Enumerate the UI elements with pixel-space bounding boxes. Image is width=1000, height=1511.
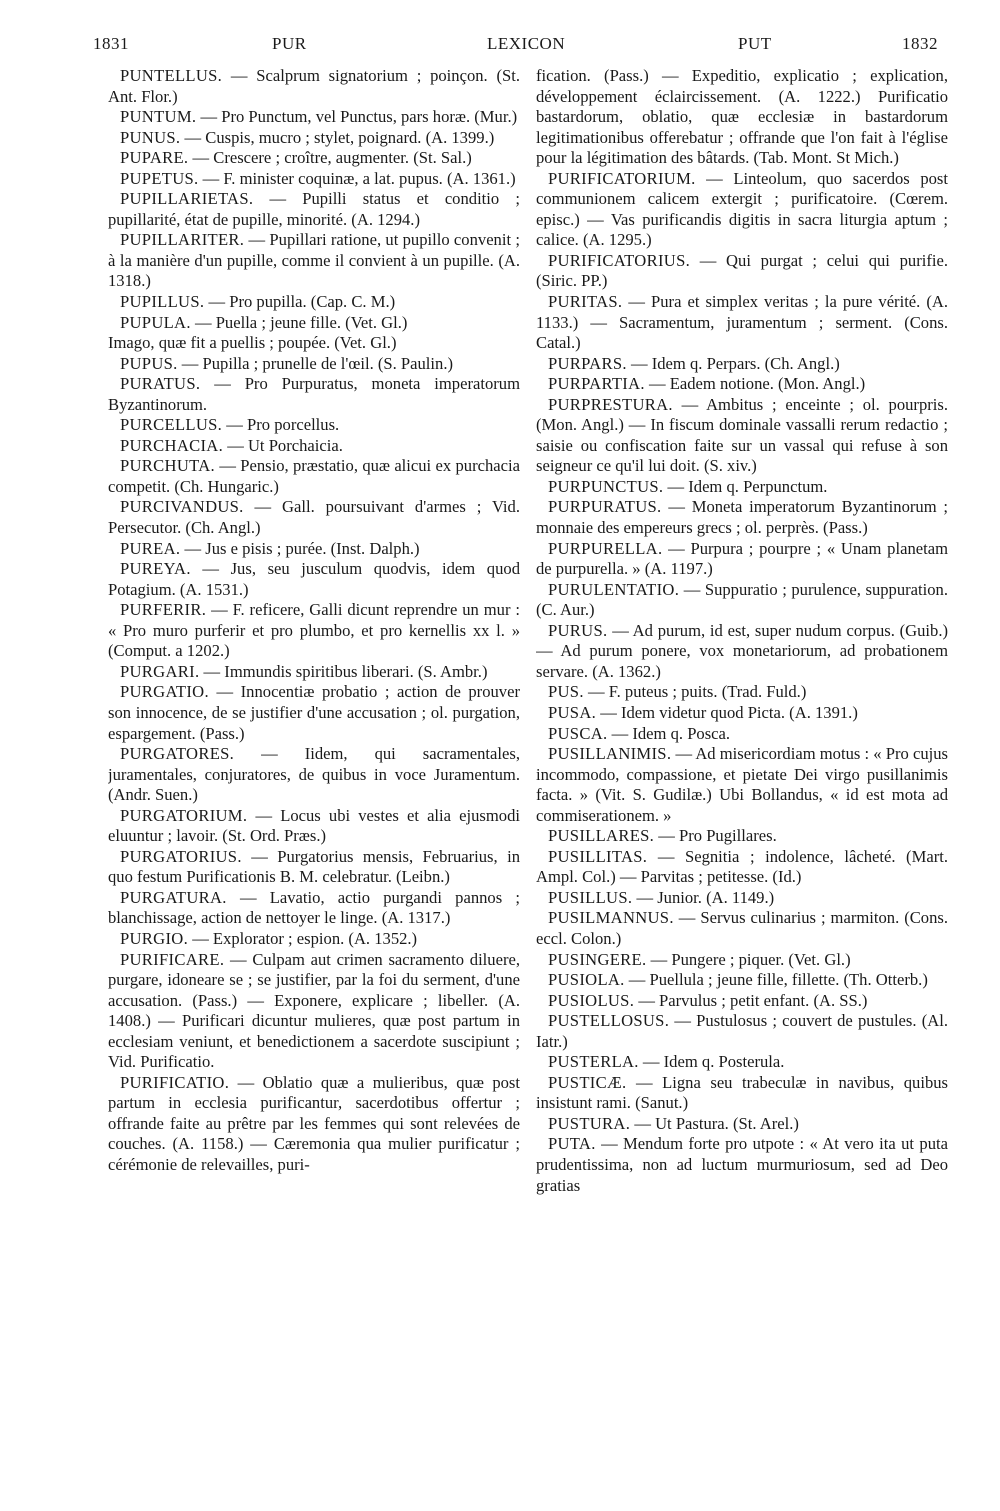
dictionary-entry xyxy=(536,292,948,354)
entry-headword: PUSILLUS. xyxy=(548,887,633,907)
entry-headword: PUTA. xyxy=(548,1134,596,1154)
dictionary-entry xyxy=(536,580,948,621)
running-word-right: PUT xyxy=(738,34,772,53)
entry-definition: — Eadem notione. (Mon. Angl.) xyxy=(649,374,866,394)
dictionary-entry xyxy=(536,169,948,251)
entry-definition: — F. reficere, Galli dicunt reprendre un mur : « Pro muro purferir et pro plumbo, et pro kernellis xx l. » (Comput. a 1202.) xyxy=(108,600,520,661)
entry-headword: PUSA. xyxy=(548,702,597,722)
entry-headword: PURGATIO. xyxy=(120,682,209,702)
entry-headword: PUREYA. xyxy=(120,559,191,579)
entry-definition: — Lavatio, actio purgandi pannos ; blanchissage, action de nettoyer le linge. (A. 1317.) xyxy=(108,887,520,928)
left-column xyxy=(108,66,520,1502)
dictionary-entry xyxy=(108,107,520,128)
entry-headword: PUSILLANIMIS. xyxy=(548,744,672,764)
entry-headword: PURGATORIUM. xyxy=(120,805,248,825)
entry-definition: — Mendum forte pro utpote : « At vero ita ut puta prudentissima, non ad luctum murmuriosum, sed ad Deo gratias xyxy=(536,1134,948,1195)
entry-headword: PUPETUS. xyxy=(120,168,199,188)
entry-definition: — Purgatorius mensis, Februarius, in quo festum Purificationis B. M. celebratur. (Leibn.) xyxy=(108,846,520,887)
entry-definition: — Pro porcellus. xyxy=(226,415,340,435)
entry-definition: — Qui purgat ; celui qui purifie. (Siric. PP.) xyxy=(536,250,948,291)
dictionary-entry xyxy=(108,374,520,415)
dictionary-entry xyxy=(536,497,948,538)
entry-definition: — Scalprum signatorium ; poinçon. (St. Ant. Flor.) xyxy=(108,66,520,106)
page-header xyxy=(0,34,1000,60)
dictionary-entry xyxy=(536,477,948,498)
entry-headword: PUPILLARIETAS. xyxy=(120,189,254,209)
entry-headword: PURIFICARE. xyxy=(120,949,225,969)
entry-definition: — Explorator ; espion. (A. 1352.) xyxy=(192,928,418,948)
entry-headword: PURIFICATIO. xyxy=(120,1072,230,1092)
entry-definition: — Idem q. Posca. xyxy=(611,723,731,743)
dictionary-entry xyxy=(536,847,948,888)
entry-headword: PURCHACIA. xyxy=(120,435,224,455)
entry-definition: — Idem videtur quod Picta. (A. 1391.) xyxy=(600,702,858,722)
entry-definition: — Ambitus ; enceinte ; ol. pourpris. (Mon. Angl.) — In fiscum dominale vassalli rerum redactio ; saisie ou confiscation faite sur un vassal qui refuse à son seigneur ce qu'il lui doit. (S. xiv.) xyxy=(536,394,948,476)
dictionary-entry xyxy=(536,395,948,477)
entry-definition: — Linteolum, quo sacerdos post communionem calicem extergit ; purificatoire. (Cœrem. episc.) — Vas purificandis digitis in sacra liturgia aptum ; calice. (A. 1295.) xyxy=(536,168,948,250)
entry-definition: — Segnitia ; indolence, lâcheté. (Mart. Ampl. Col.) — Parvitas ; petitesse. (Id.) xyxy=(536,846,948,887)
entry-headword: PURUS. xyxy=(548,620,608,640)
entry-definition: — Pupillari ratione, ut pupillo convenit ; à la manière d'un pupille, comme il convient à un pupille. (A. 1318.) xyxy=(108,230,520,291)
dictionary-entry xyxy=(536,991,948,1012)
entry-headword: PURPRESTURA. xyxy=(548,394,673,414)
dictionary-entry xyxy=(536,539,948,580)
running-title: LEXICON xyxy=(487,34,566,53)
dictionary-entry xyxy=(108,888,520,929)
entry-definition: — Pupilli status et conditio ; pupillarité, état de pupille, minorité. (A. 1294.) xyxy=(108,189,520,229)
dictionary-entry xyxy=(536,826,948,847)
entry-headword: PURCELLUS. xyxy=(120,415,223,435)
dictionary-entry xyxy=(108,806,520,847)
entry-definition: Imago, quæ fit a puellis ; poupée. (Vet. Gl.) xyxy=(108,333,397,353)
entry-headword: PURIFICATORIUM. xyxy=(548,168,696,188)
entry-definition: — Culpam aut crimen sacramento diluere, purgare, idoneare se ; se justifier, par la foi du serment, d'une accusation. (Pass.) — Exponere, explicare ; libeller. (A. 1408.) — Purificari dicuntur mulieres, quæ post partum in ecclesiam veniunt, et benedictionem a sacerdote suscipiunt ; Vid. Purificatio. xyxy=(108,949,520,1072)
entry-headword: PUSIOLA. xyxy=(548,970,625,990)
entry-headword: PUSINGERE. xyxy=(548,949,647,969)
entry-definition: — Immundis spiritibus liberari. (S. Ambr.) xyxy=(203,661,488,681)
entry-definition: — Junior. (A. 1149.) xyxy=(636,887,775,907)
entry-headword: PUNUS. xyxy=(120,127,181,147)
entry-headword: PUSILLARES. xyxy=(548,826,655,846)
entry-headword: PUNTUM. xyxy=(120,107,197,127)
entry-definition: — Gall. poursuivant d'armes ; Vid. Persecutor. (Ch. Angl.) xyxy=(108,497,520,538)
dictionary-entry xyxy=(536,888,948,909)
entry-definition: — Ad misericordiam motus : « Pro cujus incommodo, compassione, et pietate Dei virgo pusillanimis facta. » (Vit. S. Gudilæ.) Ubi Bollandus, « id est mota ad commiserationem. » xyxy=(536,744,948,825)
entry-headword: PUREA. xyxy=(120,538,181,558)
entry-definition: — Crescere ; croître, augmenter. (St. Sal.) xyxy=(192,148,472,168)
entry-definition: — Cuspis, mucro ; stylet, poignard. (A. 1399.) xyxy=(184,127,495,147)
dictionary-entry xyxy=(108,436,520,457)
dictionary-entry xyxy=(536,1134,948,1196)
page-number-left: 1831 xyxy=(93,34,129,53)
entry-headword: PUPILLARITER. xyxy=(120,230,245,250)
entry-definition: — Puellula ; jeune fille, fillette. (Th. Otterb.) xyxy=(628,970,928,990)
dictionary-entry xyxy=(108,600,520,662)
dictionary-entry xyxy=(108,333,520,354)
entry-definition: — Ligna seu trabeculæ in navibus, quibus insistunt rami. (Sanut.) xyxy=(536,1072,948,1113)
entry-definition: — Iidem, qui sacramentales, juramentales, conjuratores, de quibus in voce Juramentum.(Andr. Suen.) xyxy=(108,744,520,805)
entry-headword: PURCIVANDUS. xyxy=(120,497,244,517)
entry-headword: PURPARTIA. xyxy=(548,374,645,394)
right-column xyxy=(536,66,948,1502)
entry-headword: PURGARI. xyxy=(120,661,200,681)
entry-definition: — Idem q. Perpunctum. xyxy=(667,476,828,496)
dictionary-entry xyxy=(536,374,948,395)
dictionary-entry xyxy=(108,744,520,806)
dictionary-entry xyxy=(108,354,520,375)
entry-headword: PURPUNCTUS. xyxy=(548,476,664,496)
entry-definition: — Moneta imperatorum Byzantinorum ; monnaie des empereurs grecs ; ol. perprès. (Pass.) xyxy=(536,497,948,538)
entry-headword: PUSTELLOSUS. xyxy=(548,1011,670,1031)
entry-headword: PUPILLUS. xyxy=(120,292,205,312)
dictionary-entry xyxy=(536,744,948,826)
entry-definition: — Pungere ; piquer. (Vet. Gl.) xyxy=(650,949,851,969)
dictionary-entry xyxy=(536,251,948,292)
dictionary-entry xyxy=(536,703,948,724)
entry-definition: — Pupilla ; prunelle de l'œil. (S. Paulin.) xyxy=(181,353,453,373)
entry-definition: — Ut Porchaicia. xyxy=(227,435,343,455)
entry-definition: — F. minister coquinæ, a lat. pupus. (A. 1361.) xyxy=(202,168,516,188)
dictionary-entry xyxy=(536,724,948,745)
entry-headword: PUPARE. xyxy=(120,148,189,168)
entry-definition: — Idem q. Perpars. (Ch. Angl.) xyxy=(630,353,840,373)
entry-definition: — Puella ; jeune fille. (Vet. Gl.) xyxy=(194,312,408,332)
entry-definition: — Pura et simplex veritas ; la pure vérité. (A. 1133.) — Sacramentum, juramentum ; serment. (Cons. Catal.) xyxy=(536,292,948,353)
entry-headword: PURCHUTA. xyxy=(120,456,215,476)
dictionary-entry xyxy=(536,66,948,169)
entry-headword: PUSTURA. xyxy=(548,1113,631,1133)
dictionary-entry xyxy=(108,847,520,888)
entry-headword: PUPUS. xyxy=(120,353,178,373)
entry-definition: — Pro Pugillares. xyxy=(658,826,777,846)
entry-definition: — Pensio, præstatio, quæ alicui ex purchacia competit. (Ch. Hungaric.) xyxy=(108,456,520,496)
dictionary-entry xyxy=(108,559,520,600)
entry-headword: PUPULA. xyxy=(120,312,191,332)
dictionary-entry xyxy=(108,230,520,292)
entry-headword: PURIFICATORIUS. xyxy=(548,250,691,270)
entry-headword: PURFERIR. xyxy=(120,600,207,620)
entry-definition: — Pro Punctum, vel Punctus, pars horæ. (Mur.) xyxy=(200,107,518,127)
entry-definition: fication. (Pass.) — Expeditio, explicatio ; explication, développement éclaircissement. (A. 1222.) Purificatio bastardorum, oblatio, quæ ecclesiæ in bastardorum legitimationibus offerebatur ; offrande que l'on fait à l'église pour la légitimation des bâtards. (Tab. Mont. St Mich.) xyxy=(536,66,948,168)
dictionary-entry xyxy=(536,970,948,991)
entry-definition: — Pro pupilla. (Cap. C. M.) xyxy=(208,292,396,312)
dictionary-entry xyxy=(108,189,520,230)
entry-headword: PUSTICÆ. xyxy=(548,1072,627,1092)
dictionary-entry xyxy=(108,497,520,538)
dictionary-entry xyxy=(536,1011,948,1052)
dictionary-entry xyxy=(108,128,520,149)
dictionary-entry xyxy=(108,148,520,169)
dictionary-entry xyxy=(536,950,948,971)
entry-definition: — Servus culinarius ; marmiton. (Cons. eccl. Colon.) xyxy=(536,908,948,948)
dictionary-entry xyxy=(536,354,948,375)
page-number-right: 1832 xyxy=(902,34,938,53)
dictionary-entry xyxy=(108,292,520,313)
dictionary-entry xyxy=(108,169,520,190)
entry-definition: — Jus e pisis ; purée. (Inst. Dalph.) xyxy=(184,538,420,558)
dictionary-entry xyxy=(536,1052,948,1073)
entry-headword: PUSIOLUS. xyxy=(548,990,635,1010)
entry-headword: PURPURELLA. xyxy=(548,538,663,558)
entry-headword: PURGATURA. xyxy=(120,887,227,907)
entry-definition: — Jus, seu jusculum quodvis, idem quod Potagium. (A. 1531.) xyxy=(108,559,520,599)
entry-headword: PUSILLITAS. xyxy=(548,846,648,866)
entry-definition: — Pustulosus ; couvert de pustules. (Al. Iatr.) xyxy=(536,1011,948,1051)
dictionary-entry xyxy=(108,929,520,950)
dictionary-entry xyxy=(536,908,948,949)
entry-headword: PUNTELLUS. xyxy=(120,66,223,85)
running-word-left: PUR xyxy=(272,34,307,53)
dictionary-entry xyxy=(108,539,520,560)
dictionary-entry xyxy=(108,662,520,683)
entry-definition: — Suppuratio ; purulence, suppuration. (C. Aur.) xyxy=(536,579,948,620)
dictionary-entry xyxy=(108,415,520,436)
entry-definition: — Locus ubi vestes et alia ejusmodi eluuntur ; lavoir. (St. Ord. Præs.) xyxy=(108,805,520,846)
entry-definition: — Ut Pastura. (St. Arel.) xyxy=(634,1113,799,1133)
entry-headword: PURPARS. xyxy=(548,353,627,373)
entry-headword: PUSTERLA. xyxy=(548,1052,639,1072)
entry-definition: — Pro Purpuratus, moneta imperatorum Byzantinorum. xyxy=(108,374,520,414)
entry-headword: PURGIO. xyxy=(120,928,189,948)
dictionary-entry xyxy=(108,1073,520,1176)
entry-headword: PURITAS. xyxy=(548,292,623,312)
dictionary-entry xyxy=(536,1073,948,1114)
dictionary-entry xyxy=(108,950,520,1073)
entry-definition: — Oblatio quæ a mulieribus, quæ post partum in ecclesia purificantur, sacerdotibus offertur ; offrande faite au prêtre par les femmes qui sont relevées de couches. (A. 1158.) — Cæremonia qua mulier purificatur ; cérémonie de relevailles, puri- xyxy=(108,1072,520,1174)
entry-headword: PURULENTATIO. xyxy=(548,579,680,599)
dictionary-entry xyxy=(536,682,948,703)
entry-definition: — Idem q. Posterula. xyxy=(642,1052,785,1072)
dictionary-entry xyxy=(108,313,520,334)
dictionary-entry xyxy=(108,456,520,497)
entry-headword: PUSILMANNUS. xyxy=(548,908,674,928)
entry-definition: — Ad purum, id est, super nudum corpus. (Guib.) — Ad purum ponere, vox monetariorum, ad probationem servare. (A. 1362.) xyxy=(536,620,948,681)
entry-definition: — F. puteus ; puits. (Trad. Fuld.) xyxy=(587,682,807,702)
entry-headword: PURGATORIUS. xyxy=(120,846,242,866)
entry-headword: PURGATORES. xyxy=(120,744,235,764)
entry-headword: PURATUS. xyxy=(120,374,201,394)
entry-definition: — Innocentiæ probatio ; action de prouver son innocence, de se justifier d'une accusation ; ol. purgation, espargement. (Pass.) xyxy=(108,682,520,743)
dictionary-entry xyxy=(536,621,948,683)
entry-definition: — Purpura ; pourpre ; « Unam planetam de purpurella. » (A. 1197.) xyxy=(536,538,948,579)
entry-headword: PURPURATUS. xyxy=(548,497,662,517)
entry-definition: — Parvulus ; petit enfant. (A. SS.) xyxy=(638,990,868,1010)
entry-headword: PUSCA. xyxy=(548,723,608,743)
dictionary-entry xyxy=(108,682,520,744)
dictionary-entry xyxy=(108,66,520,107)
entry-headword: PUS. xyxy=(548,682,584,702)
dictionary-entry xyxy=(536,1114,948,1135)
